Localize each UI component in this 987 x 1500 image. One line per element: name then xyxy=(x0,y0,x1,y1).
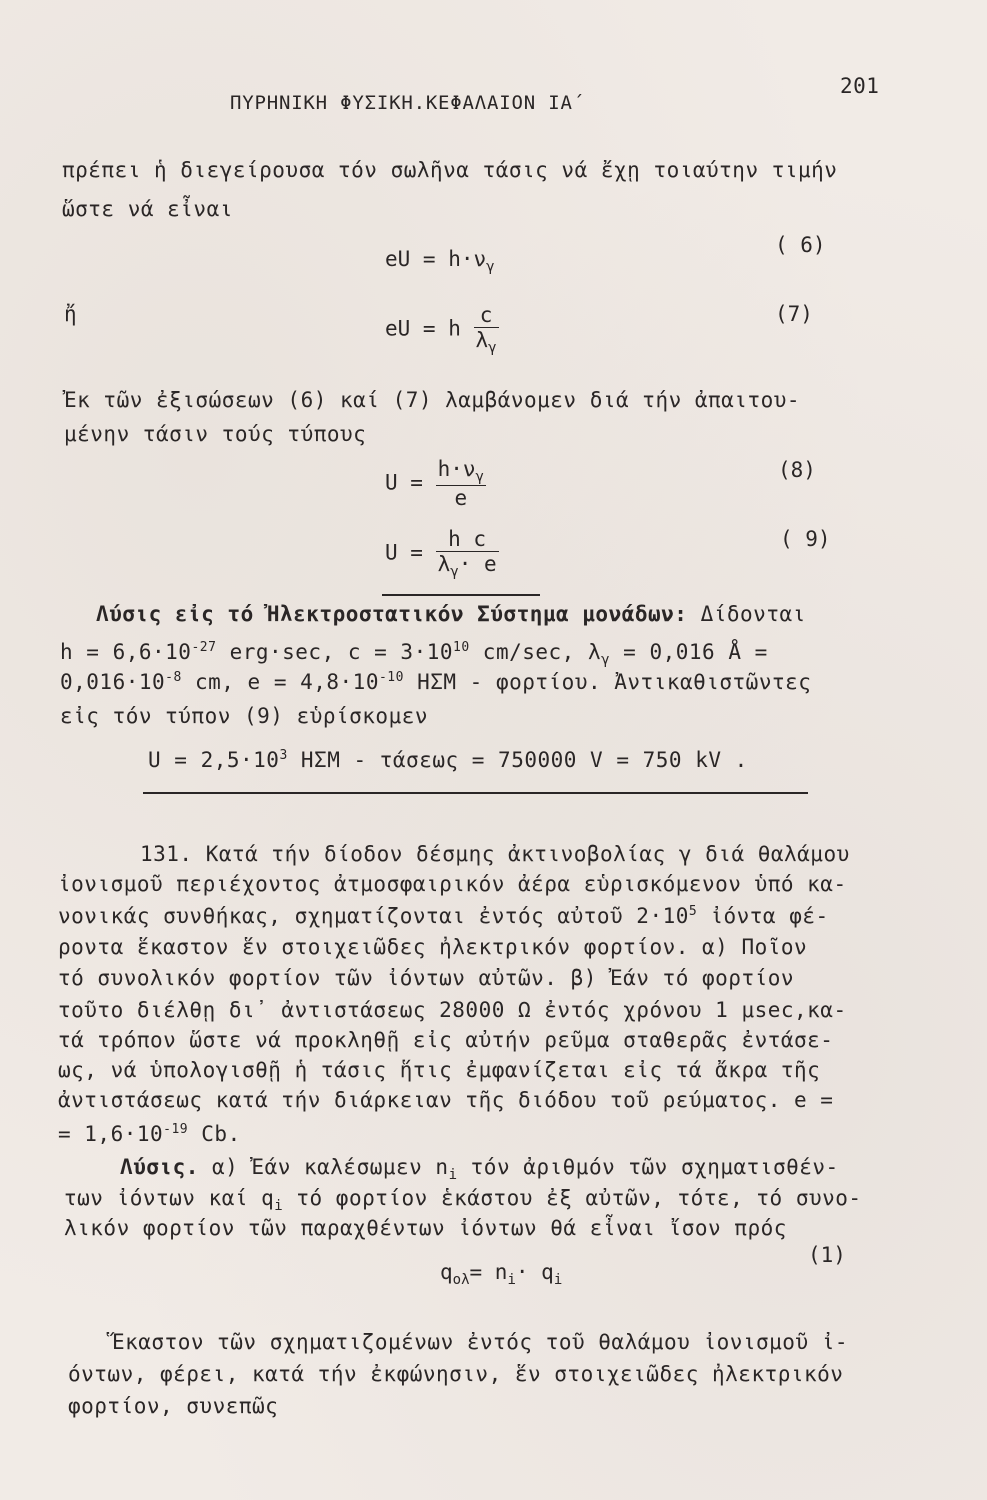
solution-1-line-2-b: erg·sec, c = 3·10 xyxy=(216,640,453,664)
solution-2-line-2-sub: i xyxy=(274,1198,284,1215)
problem-131-line-4: ροντα ἕκαστον ἕν στοιχειῶδες ἠλεκτρικόν φορτίον. α) Ποῖον xyxy=(58,935,808,959)
solution-2-line-2-b: τό φορτίον ἑκάστου ἐξ αὐτῶν, τότε, τό συνο- xyxy=(283,1186,862,1210)
problem-131-line-1: 131. Κατά τήν δίοδον δέσμης ἀκτινοβολίας γ διά θαλάμου xyxy=(140,842,850,866)
equation-8-fraction xyxy=(436,457,486,510)
section-rule-1 xyxy=(382,594,540,596)
closing-line-1: Ἕκαστον τῶν σχηματιζομένων ἐντός τοῦ θαλάμου ἰονισμοῦ ἰ- xyxy=(112,1330,849,1354)
equation-6-sub: γ xyxy=(486,259,495,276)
equation-7-fraction xyxy=(474,303,499,356)
equation-7-lhs: eU = h xyxy=(385,316,461,341)
problem-131-line-7: τά τρόπον ὥστε νά προκληθῇ εἰς αὐτήν ρεῦμα σταθερᾶς ἐντάσε- xyxy=(58,1028,834,1052)
equation-8-num-symbol: h·ν xyxy=(437,457,476,481)
solution-2-line-1 xyxy=(120,1155,839,1183)
derive-line-1: Ἐκ τῶν ἐξισώσεων (6) καί (7) λαμβάνομεν διά τήν ἀπαιτου- xyxy=(64,388,801,412)
equation-1-sub-n: i xyxy=(507,1272,516,1289)
solution-1-line-3-b: cm, e = 4,8·10 xyxy=(181,670,379,694)
equation-7-den-sub: γ xyxy=(488,340,497,357)
equation-8 xyxy=(385,457,486,510)
equation-9-denominator xyxy=(436,552,499,580)
equation-7-number: (7) xyxy=(775,302,813,326)
equation-6-number: ( 6) xyxy=(775,233,826,257)
solution-1-line-3-exp1: -8 xyxy=(165,670,182,685)
equation-8-num-sub: γ xyxy=(475,469,484,486)
equation-8-denominator: e xyxy=(454,486,468,511)
solution-2-line-1-tail: α) Ἐάν καλέσωμεν n xyxy=(198,1155,449,1179)
solution-1-line-3-a: 0,016·10 xyxy=(60,670,166,694)
equation-7-den-symbol: λ xyxy=(475,328,489,352)
problem-131-line-10 xyxy=(58,1122,241,1146)
problem-131-line-9: ἀντιστάσεως κατά τήν διάρκειαν τῆς διόδου τοῦ ρεύματος. e = xyxy=(58,1088,834,1112)
equation-8-numerator xyxy=(436,457,486,486)
problem-131-line-2: ἰονισμοῦ περιέχοντος ἀτμοσφαιρικόν ἀέρα εὑρισκόμενον ὑπό κα- xyxy=(58,872,847,896)
equation-9-den-sub: γ xyxy=(450,564,459,581)
solution-1-line-4: εἰς τόν τύπον (9) εὑρίσκομεν xyxy=(60,704,429,728)
equation-7-denominator xyxy=(474,328,499,356)
solution-1-result-b: ΗΣΜ - τάσεως = 750000 V = 750 kV . xyxy=(287,748,748,772)
page-number: 201 xyxy=(840,74,880,98)
solution-1-line-2-a: h = 6,6·10 xyxy=(60,640,192,664)
problem-131-line-10-b: Cb. xyxy=(188,1122,241,1146)
problem-131-line-10-a: = 1,6·10 xyxy=(58,1122,164,1146)
closing-line-3: φορτίον, συνεπῶς xyxy=(68,1394,279,1418)
solution-1-line-2-c: cm/sec, λ xyxy=(469,640,602,664)
problem-131-line-5: τό συνολικόν φορτίον τῶν ἰόντων αὐτῶν. β) Ἐάν τό φορτίον xyxy=(58,966,795,990)
equation-1-n: = n xyxy=(469,1260,508,1284)
solution-1-line-3 xyxy=(60,670,811,694)
solution-1-line-3-exp2: -10 xyxy=(378,670,404,685)
solution-1-line-2-exp2: 10 xyxy=(453,640,470,655)
solution-1-line-3-c: ΗΣΜ - φορτίου. Ἀντικαθιστῶντες xyxy=(403,670,812,694)
problem-131-line-3 xyxy=(58,904,829,928)
equation-1-number: (1) xyxy=(808,1243,846,1267)
solution-2-line-2 xyxy=(64,1186,862,1214)
equation-8-number: (8) xyxy=(778,458,816,482)
or-word: ἤ xyxy=(64,302,78,326)
equation-9-fraction xyxy=(436,527,499,580)
solution-2-line-3: λικόν φορτίον τῶν παραχθέντων ἰόντων θά εἶναι ἴσον πρός xyxy=(64,1216,787,1240)
solution-1-line-2-exp1: -27 xyxy=(191,640,217,655)
solution-2-line-2-a: των ἰόντων καί q xyxy=(64,1186,275,1210)
problem-131-line-8: ως, νά ὑπολογισθῇ ἡ τάσις ἥτις ἐμφανίζεται εἰς τά ἄκρα τῆς xyxy=(58,1058,821,1082)
closing-line-2: όντων, φέρει, κατά τήν ἐκφώνησιν, ἕν στοιχειῶδες ἠλεκτρικόν xyxy=(68,1362,844,1386)
solution-1-result-a: U = 2,5·10 xyxy=(148,748,280,772)
equation-6 xyxy=(385,247,495,275)
solution-2-label: Λύσις. xyxy=(120,1155,199,1179)
section-rule-2 xyxy=(143,792,808,794)
solution-1-result-exp: 3 xyxy=(279,748,288,763)
equation-1 xyxy=(440,1260,562,1288)
equation-1-sub-q: i xyxy=(553,1272,563,1289)
solution-1-result xyxy=(148,748,748,772)
equation-8-lhs: U = xyxy=(385,470,423,495)
equation-9-numerator: h c xyxy=(436,527,499,552)
solution-1-line-1 xyxy=(96,602,806,626)
equation-7 xyxy=(385,303,499,356)
equation-1-qi: · q xyxy=(515,1260,554,1284)
equation-1-sub-total: ολ xyxy=(452,1272,470,1289)
intro-line-1: πρέπει ἡ διεγείρουσα τόν σωλῆνα τάσις νά ἔχῃ τοιαύτην τιμήν xyxy=(62,158,838,182)
equation-7-numerator: c xyxy=(474,303,499,328)
problem-131-line-3-a: νονικάς συνθήκας, σχηματίζονται ἐντός αὐτοῦ 2·10 xyxy=(58,904,689,928)
equation-9-number: ( 9) xyxy=(780,527,831,551)
chapter-title: ΠΥΡΗΝΙΚΗ ΦΥΣΙΚΗ.ΚΕΦΑΛΑΙΟΝ ΙΑ΄ xyxy=(230,92,585,114)
derive-line-2: μένην τάσιν τούς τύπους xyxy=(64,422,367,446)
solution-1-line-2 xyxy=(60,640,768,668)
problem-131-line-10-exp: -19 xyxy=(163,1122,189,1137)
equation-9-den-tail: · e xyxy=(458,552,497,576)
solution-1-line-2-d: = 0,016 Å = xyxy=(610,640,768,664)
solution-1-label: Λύσις εἰς τό Ἠλεκτροστατικόν Σύστημα μονάδων: xyxy=(96,602,688,626)
problem-131-line-3-b: ἰόντα φέ- xyxy=(697,904,829,928)
solution-1-line-1-tail: Δίδονται xyxy=(700,602,806,626)
problem-131-line-3-exp: 5 xyxy=(688,904,698,919)
solution-2-line-1-sub: i xyxy=(448,1167,458,1184)
equation-9 xyxy=(385,527,499,580)
problem-131-line-6: τοῦτο διέλθῃ δι᾽ ἀντιστάσεως 28000 Ω ἐντός χρόνου 1 μsec,κα- xyxy=(58,998,847,1022)
equation-9-lhs: U = xyxy=(385,540,423,565)
solution-1-line-2-sub: γ xyxy=(601,652,611,669)
solution-2-line-1-end: τόν ἀριθμόν τῶν σχηματισθέν- xyxy=(457,1155,839,1179)
intro-line-2: ὥστε νά εἶναι xyxy=(62,197,233,221)
equation-6-lhs: eU = h·ν xyxy=(385,247,487,271)
equation-9-den-symbol: λ xyxy=(437,552,451,576)
equation-1-q: q xyxy=(440,1260,453,1284)
